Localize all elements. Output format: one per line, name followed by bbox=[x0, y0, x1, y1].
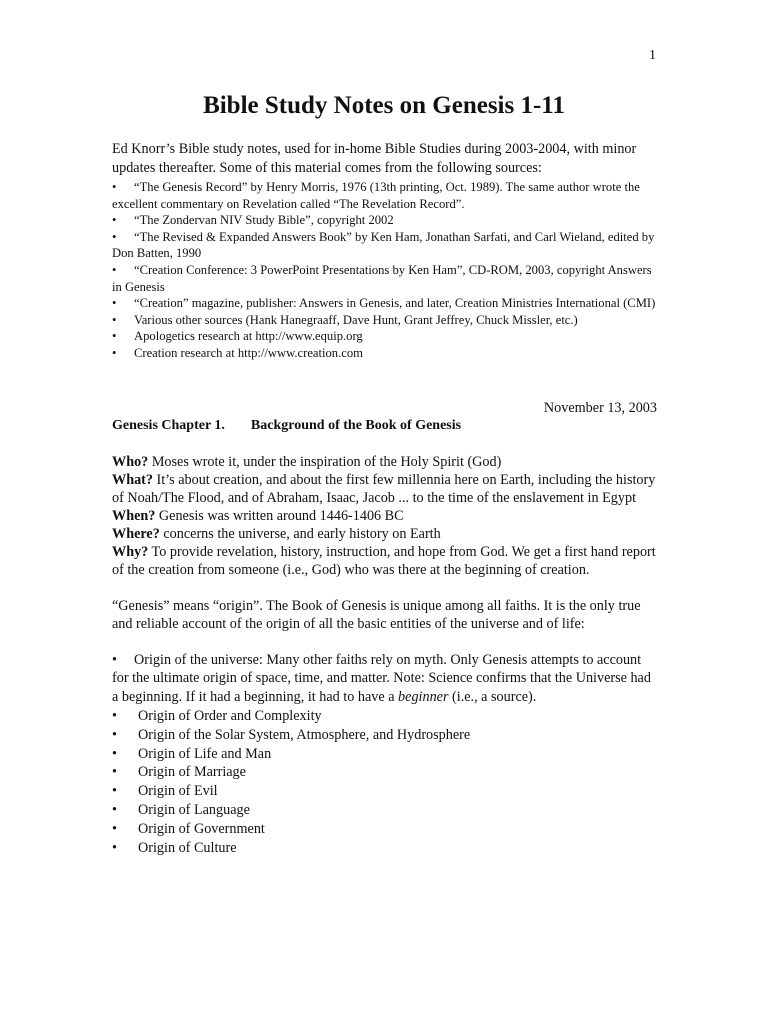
origins-list bbox=[112, 651, 657, 858]
list-item: • Origin of the Solar System, Atmosphere, and Hydrosphere bbox=[112, 726, 471, 743]
document-body bbox=[112, 140, 657, 857]
list-item: • “The Zondervan NIV Study Bible”, copyright 2002 bbox=[112, 213, 394, 228]
bullet-icon: • bbox=[112, 329, 117, 344]
qa-answer-where: concerns the universe, and early history on Earth bbox=[159, 525, 441, 542]
bullet-icon: • bbox=[112, 726, 117, 743]
bullet-icon: • bbox=[112, 296, 117, 311]
bullet-icon: • bbox=[112, 745, 117, 762]
list-item: • “Creation” magazine, publisher: Answers in Genesis, and later, Creation Ministries International (CMI) bbox=[112, 296, 656, 311]
list-item: • Origin of Culture bbox=[112, 839, 237, 856]
page-number: 1 bbox=[649, 48, 656, 63]
qa-answer-who: Moses wrote it, under the inspiration of the Holy Spirit (God) bbox=[148, 453, 502, 470]
qa-question-who: Who? bbox=[112, 453, 149, 470]
list-item: • Origin of the universe: Many other faiths rely on myth. Only Genesis attempts to account for the ultimate origin of space, time, and matter. Note: Science confirms that the Universe had a beginning. If it had a beginning, it had to have a beginner (i.e., a source). bbox=[112, 651, 651, 706]
bullet-icon: • bbox=[112, 213, 117, 228]
qa-question-where: Where? bbox=[112, 525, 160, 542]
chapter-heading bbox=[112, 417, 657, 435]
list-item: • Origin of Language bbox=[112, 801, 250, 818]
list-item: • Origin of Evil bbox=[112, 783, 218, 800]
list-item: • “The Revised & Expanded Answers Book” by Ken Ham, Jonathan Sarfati, and Carl Wieland, edited by Don Batten, 1990 bbox=[112, 229, 655, 261]
qa-question-when: When? bbox=[112, 507, 156, 524]
qa-question-why: Why? bbox=[112, 543, 149, 560]
date-line: November 13, 2003 bbox=[543, 399, 657, 416]
list-item: • Origin of Government bbox=[112, 820, 265, 837]
bullet-icon: • bbox=[112, 312, 117, 327]
bullet-icon: • bbox=[112, 651, 117, 668]
bullet-icon: • bbox=[112, 707, 117, 724]
list-item: • “The Genesis Record” by Henry Morris, 1976 (13th printing, Oct. 1989). The same author wrote the excellent commentary on Revelation called “The Revelation Record”. bbox=[112, 180, 640, 211]
list-item: • “Creation Conference: 3 PowerPoint Presentations by Ken Ham”, CD-ROM, 2003, copyright Answers in Genesis bbox=[112, 262, 652, 294]
bullet-icon: • bbox=[112, 839, 117, 856]
chapter-title: Background of the Book of Genesis bbox=[250, 417, 462, 433]
bullet-icon: • bbox=[112, 262, 117, 277]
list-item: • Origin of Order and Complexity bbox=[112, 707, 322, 724]
document-title: Bible Study Notes on Genesis 1-11 bbox=[203, 92, 565, 119]
bullet-icon: • bbox=[112, 229, 117, 244]
list-item: • Origin of Marriage bbox=[112, 764, 246, 781]
chapter-label: Genesis Chapter 1. bbox=[112, 417, 225, 433]
sources-list bbox=[112, 179, 657, 362]
bullet-icon: • bbox=[112, 820, 117, 837]
list-item: • Apologetics research at http://www.equip.org bbox=[112, 329, 363, 344]
qa-answer-what: It’s about creation, and about the first few millennia here on Earth, including the history of Noah/The Flood, and of Abraham, Isaac, Jacob ... to the time of the enslavement in Egypt bbox=[112, 471, 656, 506]
qa-question-what: What? bbox=[112, 471, 153, 488]
genesis-paragraph: “Genesis” means “origin”. The Book of Genesis is unique among all faiths. It is the only true and reliable account of the origin of all the basic entities of the universe and of life: bbox=[112, 597, 641, 632]
qa-answer-why: To provide revelation, history, instruction, and hope from God. We get a first hand report of the creation from someone (i.e., God) who was there at the beginning of creation. bbox=[112, 543, 656, 578]
bullet-icon: • bbox=[112, 764, 117, 781]
intro-paragraph: Ed Knorr’s Bible study notes, used for in-home Bible Studies during 2003-2004, with minor updates thereafter. Some of this material comes from the following sources: bbox=[112, 141, 637, 176]
bullet-icon: • bbox=[112, 180, 117, 194]
qa-block bbox=[112, 453, 657, 579]
bullet-icon: • bbox=[112, 345, 117, 360]
bullet-icon: • bbox=[112, 783, 117, 800]
qa-answer-when: Genesis was written around 1446-1406 BC bbox=[155, 507, 404, 524]
list-item: • Origin of Life and Man bbox=[112, 745, 272, 762]
list-item: • Creation research at http://www.creation.com bbox=[112, 345, 363, 360]
list-item: • Various other sources (Hank Hanegraaff, Dave Hunt, Grant Jeffrey, Chuck Missler, etc.) bbox=[112, 312, 578, 327]
bullet-icon: • bbox=[112, 801, 117, 818]
